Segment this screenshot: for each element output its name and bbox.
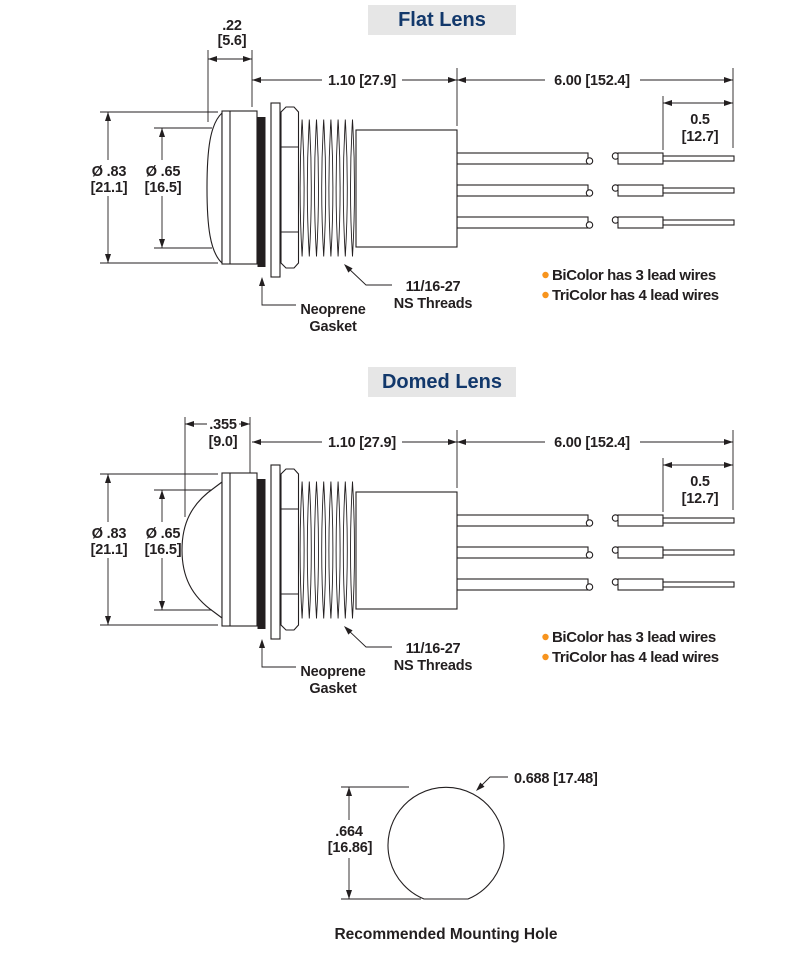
bezel-dia-mm: [21.1] (90, 180, 128, 196)
wire-notes (542, 629, 718, 666)
wire-length-text: 6.00 [152.4] (554, 435, 630, 451)
body-length-text: 1.10 [27.9] (328, 73, 396, 89)
dim-strip-length (663, 96, 733, 150)
threads-label-line1: 11/16-27 (405, 641, 461, 657)
strip-length-in: 0.5 (690, 474, 710, 490)
strip-length-mm: [12.7] (681, 491, 719, 507)
lens-dia-mm: [16.5] (144, 542, 182, 558)
dim-strip-length (663, 458, 733, 512)
bezel-dia-mm: [21.1] (90, 542, 128, 558)
neoprene-gasket-part (258, 479, 266, 629)
panel-washer (271, 465, 280, 639)
threads-label-line2: NS Threads (393, 296, 473, 312)
gasket-label-line1: Neoprene (300, 302, 366, 318)
note-bicolor: BiColor has 3 lead wires (552, 629, 716, 646)
flat-lead-wire-3 (457, 217, 734, 228)
flat-lens-diagram (0, 0, 793, 345)
bezel-dia-in: Ø .83 (91, 164, 127, 180)
hole-height-mm: [16.86] (327, 840, 373, 856)
flat-lead-wire-1 (457, 153, 734, 164)
strip-length-mm: [12.7] (681, 129, 719, 145)
bullet-icon (542, 272, 548, 278)
gasket-label-line1: Neoprene (300, 664, 366, 680)
neoprene-gasket-part (258, 117, 266, 267)
bullet-icon (542, 292, 548, 298)
hole-height-in: .664 (335, 824, 363, 840)
domed-lead-wire-3 (457, 579, 734, 590)
domed-lens-face (182, 482, 222, 618)
gasket-label-line2: Gasket (309, 681, 357, 697)
note-tricolor: TriColor has 4 lead wires (552, 287, 719, 304)
note-tricolor: TriColor has 4 lead wires (552, 649, 719, 666)
dim-lens-depth (208, 18, 252, 122)
lens-depth-mm: [5.6] (217, 33, 247, 49)
lens-depth-in: .22 (222, 18, 242, 34)
hex-nut (281, 469, 299, 630)
domed-lens-body (182, 465, 457, 639)
flat-lead-wire-2 (457, 185, 734, 196)
mounting-hole-caption: Recommended Mounting Hole (334, 926, 558, 943)
mounting-hole-diagram (0, 750, 793, 950)
dim-hole-diameter (476, 771, 598, 791)
lens-dia-in: Ø .65 (145, 164, 181, 180)
strip-length-in: 0.5 (690, 112, 710, 128)
wire-notes (542, 267, 718, 304)
lens-depth-mm: [9.0] (208, 434, 238, 450)
panel-washer (271, 103, 280, 277)
hex-nut (281, 107, 299, 268)
gasket-label (259, 277, 366, 335)
hole-diameter-text: 0.688 [17.48] (514, 771, 598, 787)
domed-lens-diagram (0, 362, 793, 707)
threads (300, 120, 354, 257)
note-bicolor: BiColor has 3 lead wires (552, 267, 716, 284)
body-length-text: 1.10 [27.9] (328, 435, 396, 451)
lens-dia-in: Ø .65 (145, 526, 181, 542)
threads-label-line1: 11/16-27 (405, 279, 461, 295)
threads (300, 482, 354, 619)
bezel-flange (222, 111, 257, 264)
domed-lead-wire-2 (457, 547, 734, 558)
bezel-flange (222, 473, 257, 626)
domed-lens-title: Domed Lens (368, 367, 516, 397)
lens-depth-in: .355 (209, 417, 237, 433)
domed-lead-wire-1 (457, 515, 734, 526)
bullet-icon (542, 654, 548, 660)
mounting-hole-outline (388, 787, 504, 899)
threads-label-line2: NS Threads (393, 658, 473, 674)
bullet-icon (542, 634, 548, 640)
flat-lens-body (207, 103, 457, 277)
wire-length-text: 6.00 [152.4] (554, 73, 630, 89)
rear-housing (356, 130, 457, 247)
rear-housing (356, 492, 457, 609)
dim-lens-diameter (145, 128, 212, 248)
bezel-dia-in: Ø .83 (91, 526, 127, 542)
flat-lens-title: Flat Lens (368, 5, 516, 35)
gasket-label (259, 639, 366, 697)
flat-lens-face (207, 113, 222, 263)
lens-dia-mm: [16.5] (144, 180, 182, 196)
gasket-label-line2: Gasket (309, 319, 357, 335)
